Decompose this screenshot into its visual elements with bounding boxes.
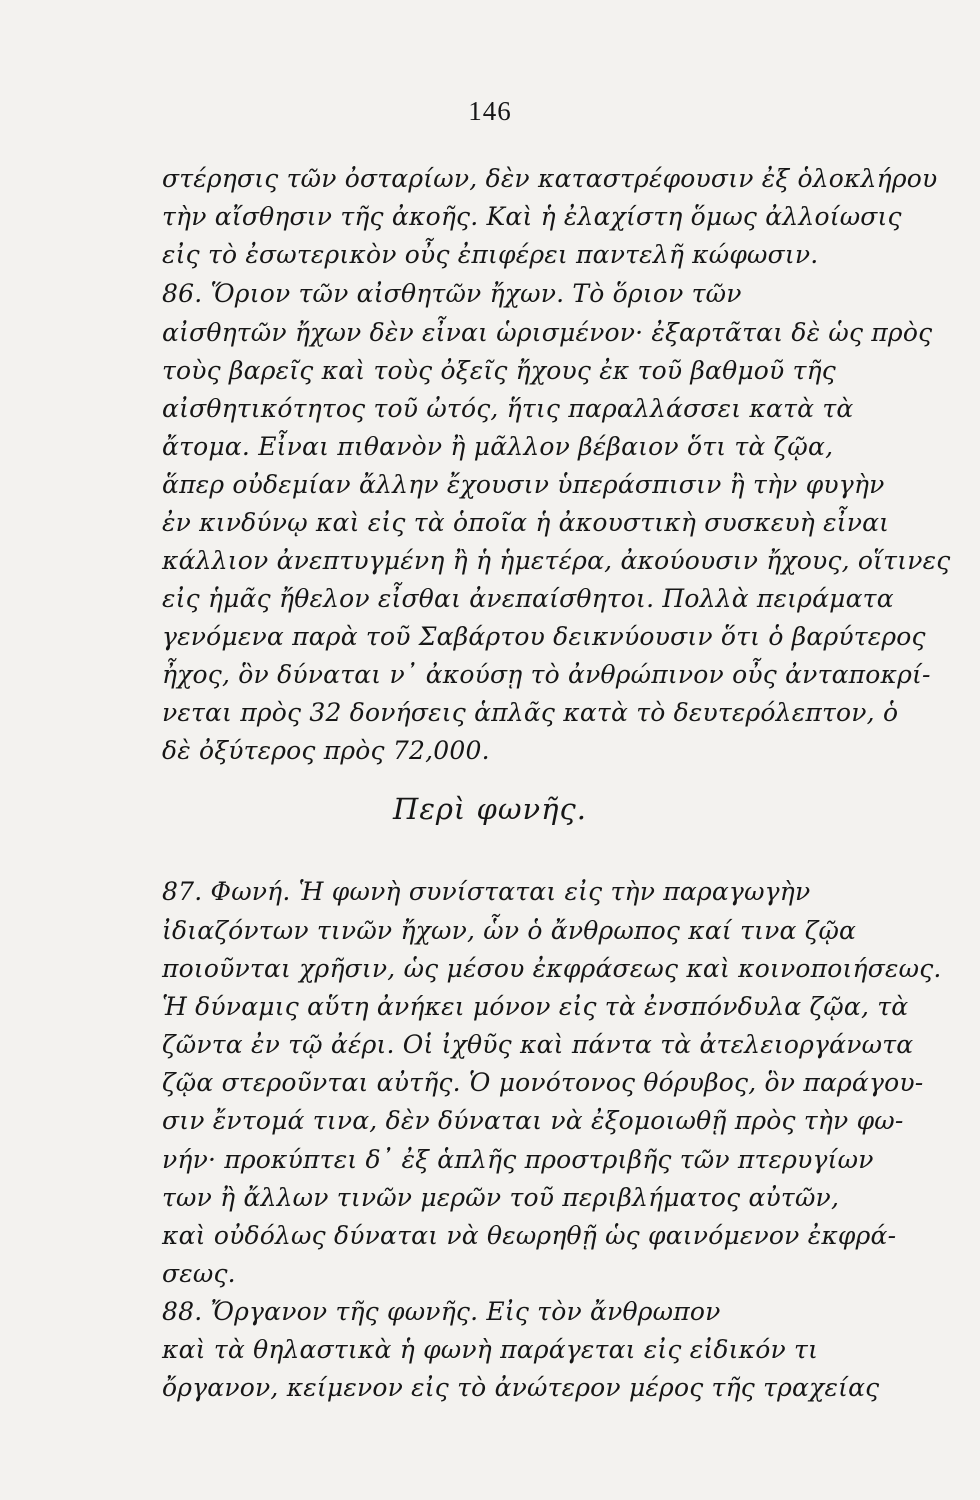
text-line: ἦχος, ὃν δύναται ν᾽ ἀκούσῃ τὸ ἀνθρώπινον οὖς ἀνταποκρί-	[162, 660, 931, 689]
page-number: 146	[468, 96, 512, 126]
text-line: ζῶντα ἐν τῷ ἀέρι. Οἱ ἰχθῦς καὶ πάντα τὰ ἀτελειοργάνωτα	[162, 1030, 914, 1059]
text-line: ἰδιαζόντων τινῶν ἤχων, ὧν ὁ ἄνθρωπος καί τινα ζῷα	[162, 916, 857, 945]
text-line: σιν ἔντομά τινα, δὲν δύναται νὰ ἐξομοιωθῇ πρὸς τὴν φω-	[162, 1106, 904, 1135]
text-line: εἰς τὸ ἐσωτερικὸν οὖς ἐπιφέρει παντελῆ κώφωσιν.	[162, 240, 819, 269]
text-line: αἰσθητικότητος τοῦ ὠτός, ἥτις παραλλάσσει κατὰ τὰ	[162, 394, 854, 423]
text-line: σεως.	[162, 1259, 236, 1288]
text-line: 86. Ὅριον τῶν αἰσθητῶν ἤχων. Τὸ ὅριον τῶν	[162, 279, 742, 308]
text-line: ζῷα στεροῦνται αὐτῆς. Ὁ μονότονος θόρυβος, ὃν παράγου-	[162, 1068, 924, 1097]
text-line: αἰσθητῶν ἤχων δὲν εἶναι ὡρισμένον· ἐξαρτᾶται δὲ ὡς πρὸς	[162, 318, 933, 347]
text-line: εἰς ἡμᾶς ἤθελον εἶσθαι ἀνεπαίσθητοι. Πολλὰ πειράματα	[162, 584, 894, 613]
text-line: 87. Φωνή. Ἡ φωνὴ συνίσταται εἰς τὴν παραγωγὴν	[162, 877, 811, 906]
text-line: τὴν αἴσθησιν τῆς ἀκοῆς. Καὶ ἡ ἐλαχίστη ὅμως ἀλλοίωσις	[162, 202, 902, 231]
text-line: στέρησις τῶν ὀσταρίων, δὲν καταστρέφουσιν ἐξ ὁλοκλήρου	[162, 164, 938, 193]
text-line: νεται πρὸς 32 δονήσεις ἁπλᾶς κατὰ τὸ δευτερόλεπτον, ὁ	[162, 698, 899, 727]
text-line: ὄργανον, κείμενον εἰς τὸ ἀνώτερον μέρος τῆς τραχείας	[162, 1373, 880, 1402]
text-line: των ἢ ἄλλων τινῶν μερῶν τοῦ περιβλήματος αὐτῶν,	[162, 1183, 840, 1212]
text-line: κάλλιον ἀνεπτυγμένη ἢ ἡ ἡμετέρα, ἀκούουσιν ἤχους, οἵτινες	[162, 546, 951, 575]
text-line: γενόμενα παρὰ τοῦ Σαβάρτου δεικνύουσιν ὅτι ὁ βαρύτερος	[162, 622, 926, 651]
text-line: ἅπερ οὐδεμίαν ἄλλην ἔχουσιν ὑπεράσπισιν ἢ τὴν φυγὴν	[162, 470, 885, 499]
text-line: τοὺς βαρεῖς καὶ τοὺς ὀξεῖς ἤχους ἐκ τοῦ βαθμοῦ τῆς	[162, 356, 837, 385]
text-line: ἐν κινδύνῳ καὶ εἰς τὰ ὁποῖα ἡ ἀκουστικὴ συσκευὴ εἶναι	[162, 508, 890, 537]
section-heading: Περὶ φωνῆς.	[393, 792, 587, 826]
text-line: καὶ οὐδόλως δύναται νὰ θεωρηθῇ ὡς φαινόμενον ἐκφρά-	[162, 1221, 897, 1250]
text-line: καὶ τὰ θηλαστικὰ ἡ φωνὴ παράγεται εἰς εἰδικόν τι	[162, 1335, 819, 1364]
text-line: ποιοῦνται χρῆσιν, ὡς μέσου ἐκφράσεως καὶ κοινοποιήσεως.	[162, 954, 942, 983]
text-line: δὲ ὀξύτερος πρὸς 72,000.	[162, 736, 490, 765]
text-line: 88. Ὄργανον τῆς φωνῆς. Εἰς τὸν ἄνθρωπον	[162, 1297, 721, 1326]
text-line: Ἡ δύναμις αὕτη ἀνήκει μόνον εἰς τὰ ἐνσπόνδυλα ζῷα, τὰ	[162, 992, 909, 1021]
text-line: ἄτομα. Εἶναι πιθανὸν ἢ μᾶλλον βέβαιον ὅτι τὰ ζῷα,	[162, 432, 834, 461]
text-line: νήν· προκύπτει δ᾽ ἐξ ἁπλῆς προστριβῆς τῶν πτερυγίων	[162, 1145, 874, 1174]
